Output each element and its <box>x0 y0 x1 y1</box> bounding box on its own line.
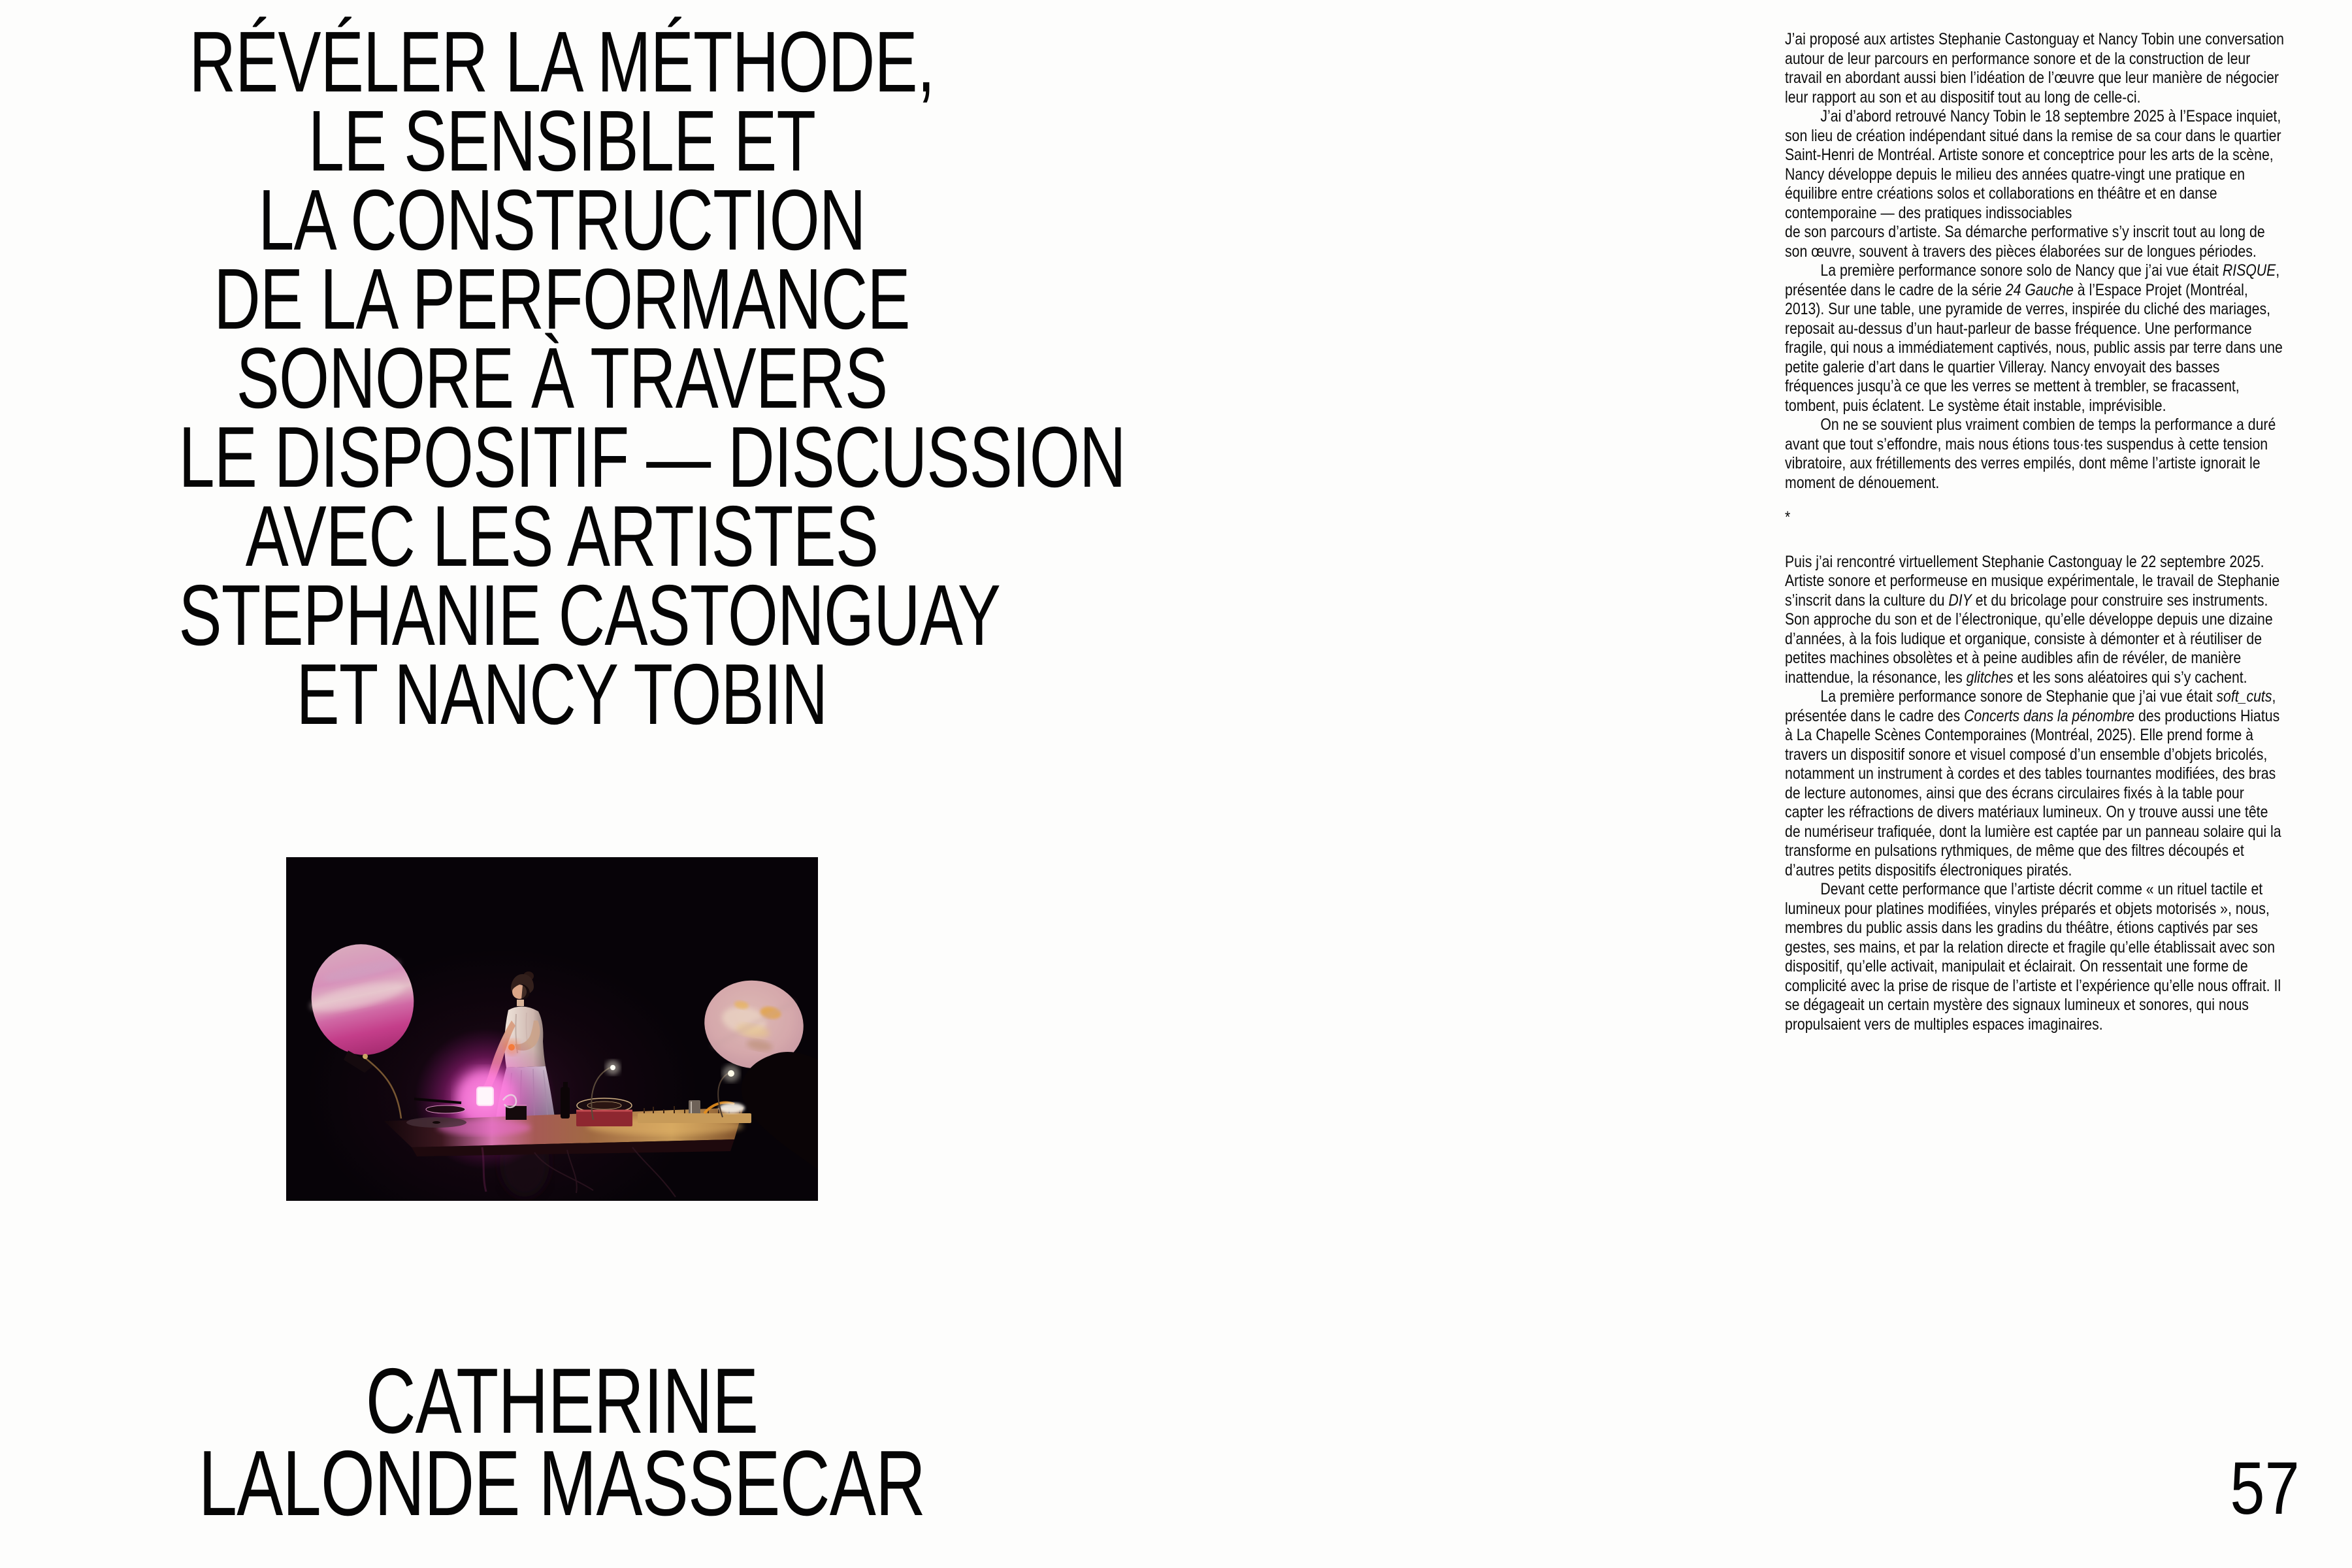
paragraph: J’ai d’abord retrouvé Nancy Tobin le 18 septembre 2025 à l’Espace inquiet, son lieu de création indépendant situé dans la remise de sa cour dans le quartier Saint-Henri de Montréal. Artiste sonore et conceptrice pour les arts de la scène, Nancy développe depuis le milieu des années quatre-vingt une pratique en équilibre entre créations solos et collaborations en théâtre et en danse contemporaine — des pratiques indissociables <box>1785 107 2281 222</box>
bottle-silhouette <box>561 1087 570 1119</box>
breadboard <box>638 1113 751 1123</box>
article-body <box>1785 30 2285 1034</box>
red-box <box>576 1111 632 1126</box>
paragraph: La première performance sonore de Stephanie que j’ai vue était soft_cuts, présentée dans le cadre des Concerts dans la pénombre des productions Hiatus à La Chapelle Scènes Contemporaines (Montréal, 2025). Elle prend forme à travers un dispositif sonore et visuel composé d’un ensemble d’objets bricolés, notamment un instrument à cordes et des tables tournantes modifiées, des bras de lecture autonomes, ainsi que des écrans circulaires fixés à la table pour capter les réfractions de divers matériaux lumineux. On y trouve aussi une tête de numériseur trafiquée, dont la lumière est captée par un panneau solaire qui la transforme en pulsations rythmiques, de même que des filtres découpés et d’autres petits dispositifs électroniques piratés. <box>1785 687 2281 879</box>
paragraph: La première performance sonore solo de Nancy que j’ai vue était RISQUE, présentée dans le cadre de la série 24 Gauche à l’Espace Projet (Montréal, 2013). Sur une table, une pyramide de verres, inspirée du cliché des mariages, reposait au-dessus d’un haut-parleur de basse fréquence. Une performance fragile, qui nous a immédiatement captivés, nous, public assis par terre dans une petite galerie d’art dans le quartier Villeray. Nancy envoyait des basses fréquences jusqu’à ce que les verres se mettent à trembler, se fracassent, tombent, puis éclatent. Le système était instable, imprévisible. <box>1785 261 2283 415</box>
title-line: RÉVÉLER LA MÉTHODE, <box>189 14 935 110</box>
paragraph: Puis j’ai rencontré virtuellement Stephanie Castonguay le 22 septembre 2025. Artiste sonore et performeuse en musique expérimentale, le travail de Stephanie s’inscrit dans la culture du DIY et du bricolage pour construire ses instruments. Son approche du son et de l’électronique, qu’elle développe depuis une dizaine d’années, à la fois ludique et organique, consiste à démonter et à réutiliser de petites machines obsolètes et à peine audibles afin de révéler, de manière inattendue, la résonance, les glitches et les sons aléatoires qui s’y cachent. <box>1785 552 2280 687</box>
title-line: LA CONSTRUCTION <box>258 172 866 268</box>
paragraph: J’ai proposé aux artistes Stephanie Castonguay et Nancy Tobin une conversation autour de leur parcours en performance sonore et de la construction de leur travail en abordant aussi bien l’idéation de l’œuvre que leur manière de négocier leur rapport au son et au dispositif tout au long de celle-ci. <box>1785 30 2284 106</box>
author-line: LALONDE MASSECAR <box>198 1431 926 1535</box>
gooseneck-joint <box>363 1054 368 1059</box>
title-line: DE LA PERFORMANCE <box>214 251 910 347</box>
performance-photo <box>286 857 818 1201</box>
title-line: STEPHANIE CASTONGUAY <box>178 567 1001 663</box>
title-line: SONORE À TRAVERS <box>236 330 888 426</box>
title-line: AVEC LES ARTISTES <box>245 488 879 584</box>
author-name <box>179 1349 945 1535</box>
title-line: LE DISPOSITIF — DISCUSSION <box>178 409 1126 505</box>
paragraph: de son parcours d’artiste. Sa démarche performative s’y inscrit tout au long de son œuvre, souvent à travers des pièces élaborées sur de longues périodes. <box>1785 223 2265 261</box>
paragraph: On ne se souvient plus vraiment combien de temps la performance a duré avant que tout s’effondre, mais nous étions tous·tes suspendus à cette tension vibratoire, aux frétillements des verres empilés, dont même l’artiste ignorait le moment de dénouement. <box>1785 416 2276 492</box>
author-line: CATHERINE <box>365 1349 759 1453</box>
paragraph: Devant cette performance que l’artiste décrit comme « un rituel tactile et lumineux pour platines modifiées, vinyles préparés et objets motorisés », nous, membres du public assis dans les gradins du théâtre, étions captivés par ses gestes, ses mains, et par la relation directe et fragile qu’elle établissait avec son dispositif, qu’elle activait, manipulait et éclairait. On ressentait une forme de complicité avec la prise de risque de l’artiste et l’expérience qu’elle nous offrait. Il se dégageait un certain mystère des signaux lumineux et sonores, qui nous propulsaient vers de multiples espaces imaginaires. <box>1785 880 2281 1034</box>
bright-object <box>719 1103 745 1113</box>
article-title <box>178 14 1126 742</box>
performance-photo-graphic <box>286 857 818 1201</box>
section-separator: * <box>1785 508 1791 527</box>
title-line: LE SENSIBLE ET <box>308 93 816 189</box>
turntable-left <box>426 1105 465 1113</box>
title-line: ET NANCY TOBIN <box>296 646 828 742</box>
page-number: 57 <box>2230 1447 2300 1530</box>
glow-cube <box>477 1087 493 1105</box>
